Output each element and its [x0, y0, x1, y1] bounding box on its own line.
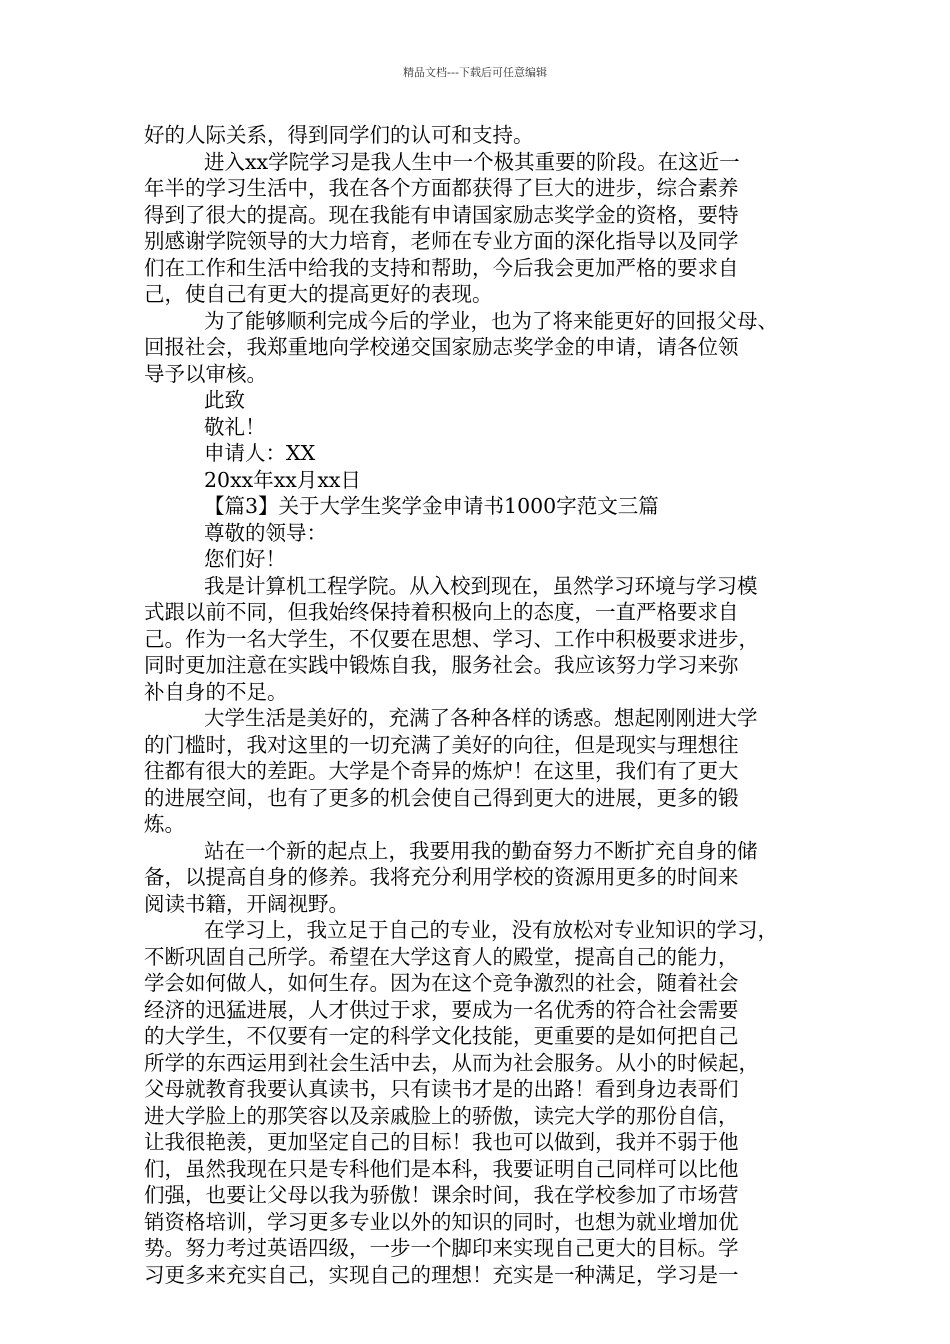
text-line: 阅读书籍，开阔视野。 [144, 891, 349, 916]
text-line: 得到了很大的提高。现在我能有申请国家励志奖学金的资格，要特 [144, 202, 739, 227]
text-line: 炼。 [144, 812, 185, 836]
text-line: 大学生活是美好的，充满了各种各样的诱惑。想起刚刚进大学 [204, 706, 758, 730]
text-line: 让我很艳羡，更加坚定自己的目标！我也可以做到，我并不弱于他 [144, 1130, 739, 1154]
text-line: 导予以审核。 [144, 361, 267, 386]
text-line: 父母就教育我要认真读书，只有读书才是的出路！看到身边表哥们 [144, 1077, 739, 1101]
text-line: 我是计算机工程学院。从入校到现在，虽然学习环境与学习模 [204, 573, 758, 598]
text-line: 的大学生，不仅要有一定的科学文化技能，更重要的是如何把自己 [144, 1024, 739, 1048]
page-header: 精品文档---下载后可任意编辑 [403, 66, 547, 79]
text-line: 为了能够顺利完成今后的学业，也为了将来能更好的回报父母、 [204, 308, 778, 333]
text-line: 【篇3】关于大学生奖学金申请书1000字范文三篇 [204, 494, 659, 518]
text-line: 此致 [204, 388, 245, 412]
text-line: 习更多来充实自己，实现自己的理想！充实是一种满足，学习是一 [144, 1262, 739, 1287]
text-line: 学会如何做人，如何生存。因为在这个竞争激烈的社会，随着社会 [144, 971, 739, 995]
text-line: 销资格培训，学习更多专业以外的知识的同时，也想为就业增加优 [144, 1209, 739, 1234]
text-line: 备，以提高自身的修养。我将充分利用学校的资源用更多的时间来 [144, 865, 739, 889]
text-line: 们在工作和生活中给我的支持和帮助，今后我会更加严格的要求自 [144, 255, 739, 280]
text-line: 的门槛时，我对这里的一切充满了美好的向往，但是现实与理想往 [144, 732, 739, 757]
text-line: 不断巩固自己所学。希望在大学这育人的殿堂，提高自己的能力， [144, 944, 739, 969]
text-line: 的进展空间，也有了更多的机会使自己得到更大的进展，更多的锻 [144, 785, 739, 810]
text-line: 们，虽然我现在只是专科他们是本科，我要证明自己同样可以比他 [144, 1156, 739, 1181]
text-line: 进大学脸上的那笑容以及亲戚脸上的骄傲，读完大学的那份自信， [144, 1103, 739, 1128]
text-line: 式跟以前不同，但我始终保持着积极向上的态度，一直严格要求自 [144, 600, 739, 624]
text-line: 您们好！ [204, 547, 286, 571]
text-line: 势。努力考过英语四级，一步一个脚印来实现自己更大的目标。学 [144, 1236, 739, 1260]
text-line: 所学的东西运用到社会生活中去，从而为社会服务。从小的时候起， [144, 1050, 759, 1075]
text-line: 别感谢学院领导的大力培育，老师在专业方面的深化指导以及同学 [144, 229, 739, 253]
text-line: 申请人：XX [204, 441, 316, 465]
text-line: 在学习上，我立足于自己的专业，没有放松对专业知识的学习， [204, 918, 778, 942]
text-line: 己。作为一名大学生，不仅要在思想、学习、工作中积极要求进步， [144, 626, 759, 651]
text-line: 们强，也要让父母以我为骄傲！课余时间，我在学校参加了市场营 [144, 1183, 739, 1207]
text-line: 好的人际关系，得到同学们的认可和支持。 [144, 123, 534, 147]
text-line: 年半的学习生活中，我在各个方面都获得了巨大的进步，综合素养 [144, 176, 739, 200]
text-line: 己，使自己有更大的提高更好的表现。 [144, 282, 493, 306]
text-line: 补自身的不足。 [144, 679, 288, 704]
text-line: 经济的迅猛进展，人才供过于求，要成为一名优秀的符合社会需要 [144, 997, 739, 1022]
text-line: 站在一个新的起点上，我要用我的勤奋努力不断扩充自身的储 [204, 838, 758, 863]
text-line: 进入xx学院学习是我人生中一个极其重要的阶段。在这近一 [204, 149, 740, 174]
text-line: 回报社会，我郑重地向学校递交国家励志奖学金的申请，请各位领 [144, 335, 739, 359]
text-line: 尊敬的领导： [204, 520, 327, 545]
text-line: 敬礼！ [204, 414, 266, 439]
document-body [144, 122, 808, 1288]
text-line: 20xx年xx月xx日 [204, 467, 361, 492]
text-line: 同时更加注意在实践中锻炼自我，服务社会。我应该努力学习来弥 [144, 653, 739, 677]
text-line: 往都有很大的差距。大学是个奇异的炼炉！在这里，我们有了更大 [144, 759, 739, 783]
